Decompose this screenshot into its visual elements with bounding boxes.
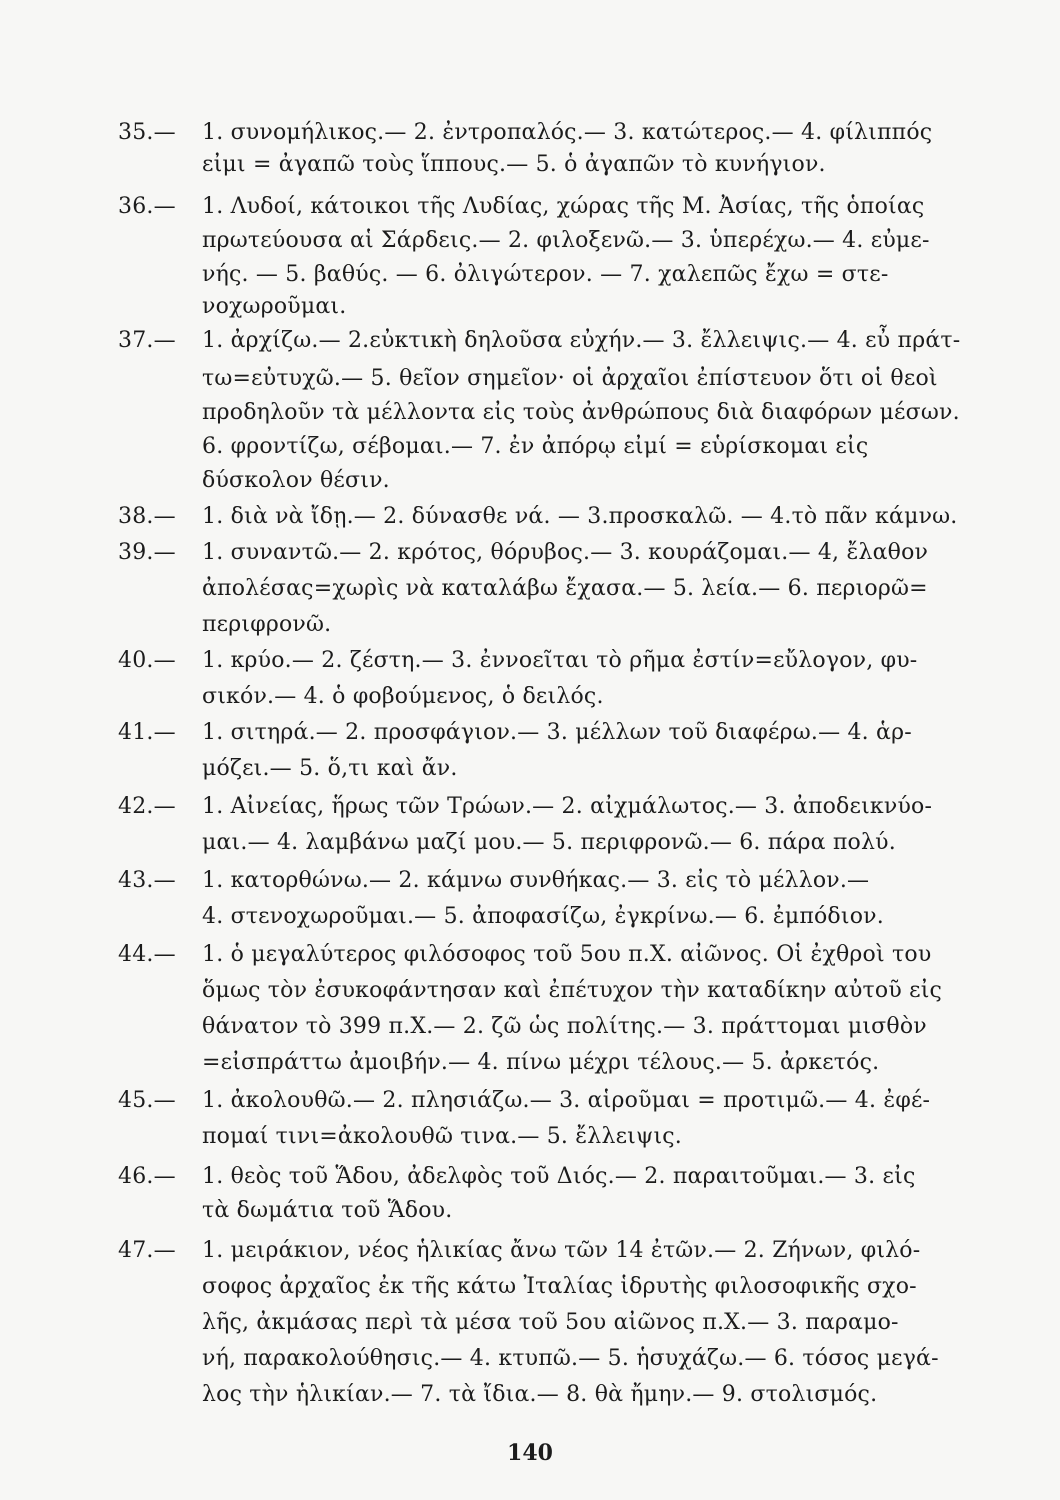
text-line	[118, 828, 896, 858]
text-line	[118, 1012, 927, 1042]
line-text: θάνατον τὸ 399 π.Χ.— 2. ζῶ ὡς πολίτης.— 3. πράττομαι μισθὸν	[202, 1014, 927, 1039]
text-line	[118, 538, 928, 568]
text-line	[118, 574, 928, 604]
line-text: 1. Λυδοί, κάτοικοι τῆς Λυδίας, χώρας τῆς Μ. Ἀσίας, τῆς ὁποίας	[202, 194, 925, 219]
text-line	[118, 940, 931, 970]
text-line	[118, 192, 924, 222]
entry-number: 36.—	[118, 194, 176, 219]
entry-number: 41.—	[118, 720, 176, 745]
line-text: νής. — 5. βαθύς. — 6. ὀλιγώτερον. — 7. χαλεπῶς ἔχω = στε-	[202, 262, 889, 287]
line-text: 1. συναντῶ.— 2. κρότος, θόρυβος.— 3. κουράζομαι.— 4, ἔλαθον	[202, 540, 929, 565]
text-line	[118, 866, 869, 896]
line-text: τὰ δωμάτια τοῦ Ἅδου.	[202, 1198, 453, 1223]
line-text: πρωτεύουσα αἱ Σάρδεις.— 2. φιλοξενῶ.— 3. ὑπερέχω.— 4. εὐμε-	[202, 228, 930, 253]
line-text: νοχωροῦμαι.	[202, 294, 347, 319]
line-text: μαι.— 4. λαμβάνω μαζί μου.— 5. περιφρονῶ.— 6. πάρα πολύ.	[202, 830, 896, 855]
text-line	[118, 364, 938, 394]
line-text: δύσκολον θέσιν.	[202, 468, 390, 493]
entry-number: 47.—	[118, 1238, 176, 1263]
line-text: 1. μειράκιον, νέος ἡλικίας ἄνω τῶν 14 ἐτῶν.— 2. Ζήνων, φιλό-	[202, 1238, 921, 1263]
text-line	[118, 1308, 899, 1338]
entry-number: 38.—	[118, 504, 176, 529]
text-line	[118, 1048, 879, 1078]
line-text: 6. φροντίζω, σέβομαι.— 7. ἐν ἀπόρῳ εἰμί = εὑρίσκομαι εἰς	[202, 434, 869, 459]
line-text: νή, παρακολούθησις.— 4. κτυπῶ.— 5. ἡσυχάζω.— 6. τόσος μεγά-	[202, 1346, 939, 1371]
entry-number: 37.—	[118, 328, 176, 353]
line-text: 1. κατορθώνω.— 2. κάμνω συνθήκας.— 3. εἰς τὸ μέλλον.—	[202, 868, 870, 893]
line-text: 1. ἀκολουθῶ.— 2. πλησιάζω.— 3. αἱροῦμαι = προτιμῶ.— 4. ἐφέ-	[202, 1088, 931, 1113]
line-text: 1. θεὸς τοῦ Ἅδου, ἀδελφὸς τοῦ Διός.— 2. παραιτοῦμαι.— 3. εἰς	[202, 1164, 916, 1189]
line-text: 1. κρύο.— 2. ζέστη.— 3. ἐννοεῖται τὸ ρῆμα ἐστίν=εὔλογον, φυ-	[202, 648, 918, 673]
text-line	[118, 1380, 877, 1410]
page-number: 140	[507, 1440, 553, 1466]
text-line	[118, 718, 912, 748]
line-text: τω=εὐτυχῶ.— 5. θεῖον σημεῖον· οἱ ἀρχαῖοι ἐπίστευον ὅτι οἱ θεοὶ	[202, 366, 938, 391]
line-text: 1. ἀρχίζω.— 2.εὐκτικὴ δηλοῦσα εὐχήν.— 3. ἔλλειψις.— 4. εὖ πράτ-	[202, 328, 961, 353]
text-line	[118, 1236, 920, 1266]
line-text: μόζει.— 5. ὅ,τι καὶ ἄν.	[202, 756, 458, 781]
line-text: λος τὴν ἡλικίαν.— 7. τὰ ἴδια.— 8. θὰ ἤμην.— 9. στολισμός.	[202, 1382, 878, 1407]
line-text: σοφος ἀρχαῖος ἐκ τῆς κάτω Ἰταλίας ἱδρυτὴς φιλοσοφικῆς σχο-	[202, 1274, 917, 1299]
text-line	[118, 1086, 930, 1116]
entry-number: 45.—	[118, 1088, 176, 1113]
text-line	[118, 682, 604, 712]
text-line	[118, 1272, 917, 1302]
entry-number: 44.—	[118, 942, 176, 967]
entry-number: 46.—	[118, 1164, 176, 1189]
text-line	[118, 432, 868, 462]
line-text: λῆς, ἀκμάσας περὶ τὰ μέσα τοῦ 5ου αἰῶνος π.Χ.— 3. παραμο-	[202, 1310, 899, 1335]
line-text: περιφρονῶ.	[202, 612, 332, 637]
entry-number: 40.—	[118, 648, 176, 673]
text-line	[118, 502, 957, 532]
text-line	[118, 902, 884, 932]
text-line	[118, 792, 932, 822]
text-line	[118, 226, 930, 256]
line-text: εἰμι = ἀγαπῶ τοὺς ἵππους.— 5. ὁ ἀγαπῶν τὸ κυνήγιον.	[202, 152, 826, 177]
text-line	[118, 1344, 939, 1374]
text-line	[118, 466, 390, 496]
text-line	[118, 754, 458, 784]
line-text: 1. Αἰνείας, ἥρως τῶν Τρώων.— 2. αἰχμάλωτος.— 3. ἀποδεικνύο-	[202, 794, 933, 819]
line-text: 4. στενοχωροῦμαι.— 5. ἀποφασίζω, ἐγκρίνω.— 6. ἐμπόδιον.	[202, 904, 884, 929]
line-text: =εἰσπράττω ἀμοιβήν.— 4. πίνω μέχρι τέλους.— 5. ἀρκετός.	[202, 1050, 880, 1075]
text-line	[118, 610, 331, 640]
entry-number: 35.—	[118, 120, 176, 145]
entry-number: 39.—	[118, 540, 176, 565]
text-line	[118, 976, 942, 1006]
text-line	[118, 292, 346, 322]
line-text: 1. διὰ νὰ ἴδῃ.— 2. δύνασθε νά. — 3.προσκαλῶ. — 4.τὸ πᾶν κάμνω.	[202, 504, 958, 529]
text-line	[118, 646, 917, 676]
line-text: 1. σιτηρά.— 2. προσφάγιον.— 3. μέλλων τοῦ διαφέρω.— 4. ἁρ-	[202, 720, 912, 745]
text-line	[118, 1122, 682, 1152]
line-text: 1. συνομήλικος.— 2. ἐντροπαλός.— 3. κατώτερος.— 4. φίλιππός	[202, 120, 933, 145]
text-line	[118, 1162, 915, 1192]
line-text: σικόν.— 4. ὁ φοβούμενος, ὁ δειλός.	[202, 684, 604, 709]
line-text: προδηλοῦν τὰ μέλλοντα εἰς τοὺς ἀνθρώπους διὰ διαφόρων μέσων.	[202, 400, 960, 425]
text-line	[118, 150, 826, 180]
text-line	[118, 1196, 452, 1226]
line-text: ὅμως τὸν ἐσυκοφάντησαν καὶ ἐπέτυχον τὴν καταδίκην αὐτοῦ εἰς	[202, 978, 943, 1003]
entry-number: 42.—	[118, 794, 176, 819]
text-line	[118, 398, 960, 428]
line-text: ἀπολέσας=χωρὶς νὰ καταλάβω ἔχασα.— 5. λεία.— 6. περιορῶ=	[202, 576, 928, 601]
text-line	[118, 260, 888, 290]
text-line	[118, 326, 960, 356]
line-text: 1. ὁ μεγαλύτερος φιλόσοφος τοῦ 5ου π.Χ. αἰῶνος. Οἱ ἐχθροὶ του	[202, 942, 932, 967]
line-text: πομαί τινι=ἀκολουθῶ τινα.— 5. ἔλλειψις.	[202, 1124, 683, 1149]
entry-number: 43.—	[118, 868, 176, 893]
text-line	[118, 118, 932, 148]
